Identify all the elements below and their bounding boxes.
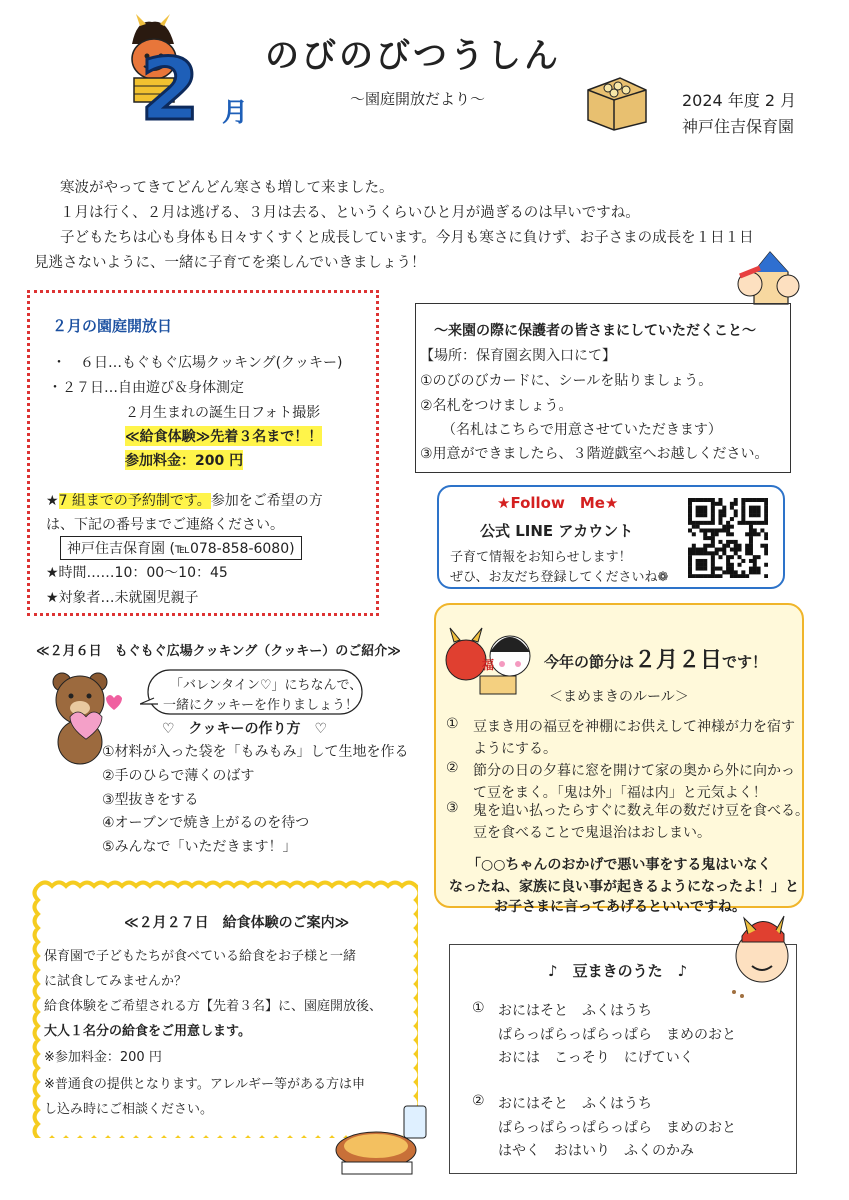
kids-house-illustration <box>734 248 806 308</box>
bean-rule-2-a: 節分の日の夕暮に窓を開けて家の奥から外に向かっ <box>473 763 795 779</box>
school-name: 神戸住吉保育園 <box>682 117 795 136</box>
time-info: ★時間……10：00～10：45 <box>46 565 228 581</box>
verse-1-line-1: おにはそと ふくはうち <box>498 1003 652 1019</box>
lunch-heading: ≪２月２７日 給食体験のご案内≫ <box>124 915 350 931</box>
visit-place: 【場所：保育園玄関入口にて】 <box>420 348 616 364</box>
follow-title: ★Follow Me★ <box>497 494 619 512</box>
line-qr-code[interactable] <box>688 498 768 578</box>
verse-1-line-2: ぱらっぱらっぱらっぱら まめのおと <box>498 1027 736 1043</box>
lunch-line-3: 給食体験をご希望される方【先着３名】に、園庭開放後、 <box>44 999 383 1014</box>
bean-rules-heading: ＜まめまきのルール＞ <box>549 689 689 705</box>
visit-rule-1: ①のびのびカードに、シールを貼りましょう。 <box>420 373 713 389</box>
gratin-illustration <box>332 1104 432 1182</box>
bubble-line-2: 一緒にクッキーを作りましょう！ <box>163 698 359 713</box>
bean-rule-1-a: 豆まき用の福豆を神棚にお供えして神様が力を宿す <box>473 719 795 735</box>
intro-line-3: 子どもたちは心も身体も日々すくすくと成長しています。今月も寒さに負けず、お子さまの成長を１日１日 <box>60 230 754 246</box>
bean-rule-1-num: ① <box>446 716 459 732</box>
reservation-note: ★7 組までの予約制です。参加をご希望の方 <box>46 493 323 509</box>
visit-rules-heading: ～来園の際に保護者の皆さまにしていただくこと～ <box>434 323 756 339</box>
song-heading: ♪ 豆まきのうた ♪ <box>548 962 688 980</box>
follow-line-1: 子育て情報をお知らせします！ <box>450 550 632 565</box>
verse-2-line-2: ぱらっぱらっぱらっぱら まめのおと <box>498 1120 736 1136</box>
verse-2-num: ② <box>472 1093 485 1109</box>
open-days-heading: ２月の園庭開放日 <box>52 317 173 335</box>
follow-line-2: ぜひ、お友だち登録してくださいね❁ <box>450 570 669 585</box>
verse-1-line-3: おには こっそり にげていく <box>498 1050 694 1066</box>
visit-rule-2: ②名札をつけましょう。 <box>420 398 573 414</box>
lunch-fee: ※参加料金：200 円 <box>44 1050 162 1065</box>
bean-rule-2-b: て豆をまく。「鬼は外」「福は内」と元気よく！ <box>473 785 767 801</box>
setsubun-quote-2: なったね、家族に良い事が起きるようになったよ！」と <box>449 879 799 895</box>
verse-1-num: ① <box>472 1000 485 1016</box>
setsubun-quote-3: お子さまに言ってあげるといいですね。 <box>494 899 746 915</box>
setsubun-quote-1: 「○○ちゃんのおかげで悪い事をする鬼はいなく <box>467 857 772 873</box>
cookie-step-1: ①材料が入った袋を「もみもみ」して生地を作る <box>102 744 409 760</box>
month-number: 2 <box>140 40 200 140</box>
line-account-label: 公式 LINE アカウント <box>480 522 634 540</box>
cookie-step-5: ⑤みんなで「いただきます！」 <box>102 839 297 855</box>
cooking-heading: ≪２月６日 もぐもぐ広場クッキング（クッキー）のご紹介≫ <box>36 644 401 659</box>
open-day-item-1: ・ ６日…もぐもぐ広場クッキング(クッキー) <box>52 355 343 371</box>
newsletter-subtitle: ～園庭開放だより～ <box>350 90 486 108</box>
verse-2-line-3: はやく おはいり ふくのかみ <box>498 1143 694 1159</box>
lunch-note-1: ※普通食の提供となります。アレルギー等がある方は申 <box>44 1077 366 1092</box>
cookie-howto-heading: ♡ クッキーの作り方 ♡ <box>162 721 328 737</box>
bean-rule-3-a: 鬼を追い払ったらすぐに数え年の数だけ豆を食べる。 <box>473 803 809 819</box>
lunch-note-2: し込み時にご相談ください。 <box>44 1102 214 1117</box>
birthday-photo: ２月生まれの誕生日フォト撮影 <box>125 405 321 421</box>
visit-rule-note: （名札はこちらで用意させていただきます） <box>442 422 722 438</box>
open-day-item-2: ・２７日…自由遊び＆身体測定 <box>48 380 244 396</box>
intro-line-2: １月は行く、２月は逃げる、３月は去る、というくらいひと月が過ぎるのは早いですね。 <box>60 205 640 221</box>
bean-rule-2-num: ② <box>446 760 459 776</box>
reservation-note-2: は、下記の番号までご連絡ください。 <box>46 517 284 533</box>
lunch-trial-highlight: ≪給食体験≫先着３名まで！！ <box>125 426 322 446</box>
cookie-step-4: ④オーブンで焼き上がるのを待つ <box>102 815 310 831</box>
lunch-line-2: に試食してみませんか？ <box>44 974 188 989</box>
fiscal-month: 2024 年度 2 月 <box>682 91 797 110</box>
intro-line-4: 見逃さないように、一緒に子育てを楽しんでいきましょう！ <box>34 255 426 271</box>
fee-highlight: 参加料金：200 円 <box>125 450 243 470</box>
fuku-label: 福 <box>482 658 495 672</box>
setsubun-title: 今年の節分は２月２日です！ <box>544 648 768 673</box>
lunch-line-4: 大人１名分の給食をご用意します。 <box>44 1024 251 1039</box>
bubble-line-1: 「バレンタイン♡」にちなんで、 <box>170 678 363 693</box>
verse-2-line-1: おにはそと ふくはうち <box>498 1096 652 1112</box>
phone-number: 神戸住吉保育園 (℡078-858-6080) <box>60 536 302 560</box>
bean-rule-1-b: ようにする。 <box>473 741 557 757</box>
bean-rule-3-b: 豆を食べることで鬼退治はおしまい。 <box>473 825 711 841</box>
month-kanji: 月 <box>222 98 249 128</box>
bean-rule-3-num: ③ <box>446 800 459 816</box>
bean-box-illustration <box>580 70 650 132</box>
cookie-step-3: ③型抜きをする <box>102 792 199 808</box>
child-oni-mask-illustration <box>722 912 802 1002</box>
visit-rule-3: ③用意ができましたら、３階遊戯室へお越しください。 <box>420 446 769 462</box>
target-info: ★対象者…未就園児親子 <box>46 590 199 606</box>
newsletter-title: のびのびつうしん <box>265 36 561 76</box>
lunch-line-1: 保育園で子どもたちが食べている給食をお子様と一緒 <box>44 949 357 964</box>
intro-line-1: 寒波がやってきてどんどん寒さも増して来ました。 <box>60 180 394 196</box>
cookie-step-2: ②手のひらで薄くのばす <box>102 768 255 784</box>
